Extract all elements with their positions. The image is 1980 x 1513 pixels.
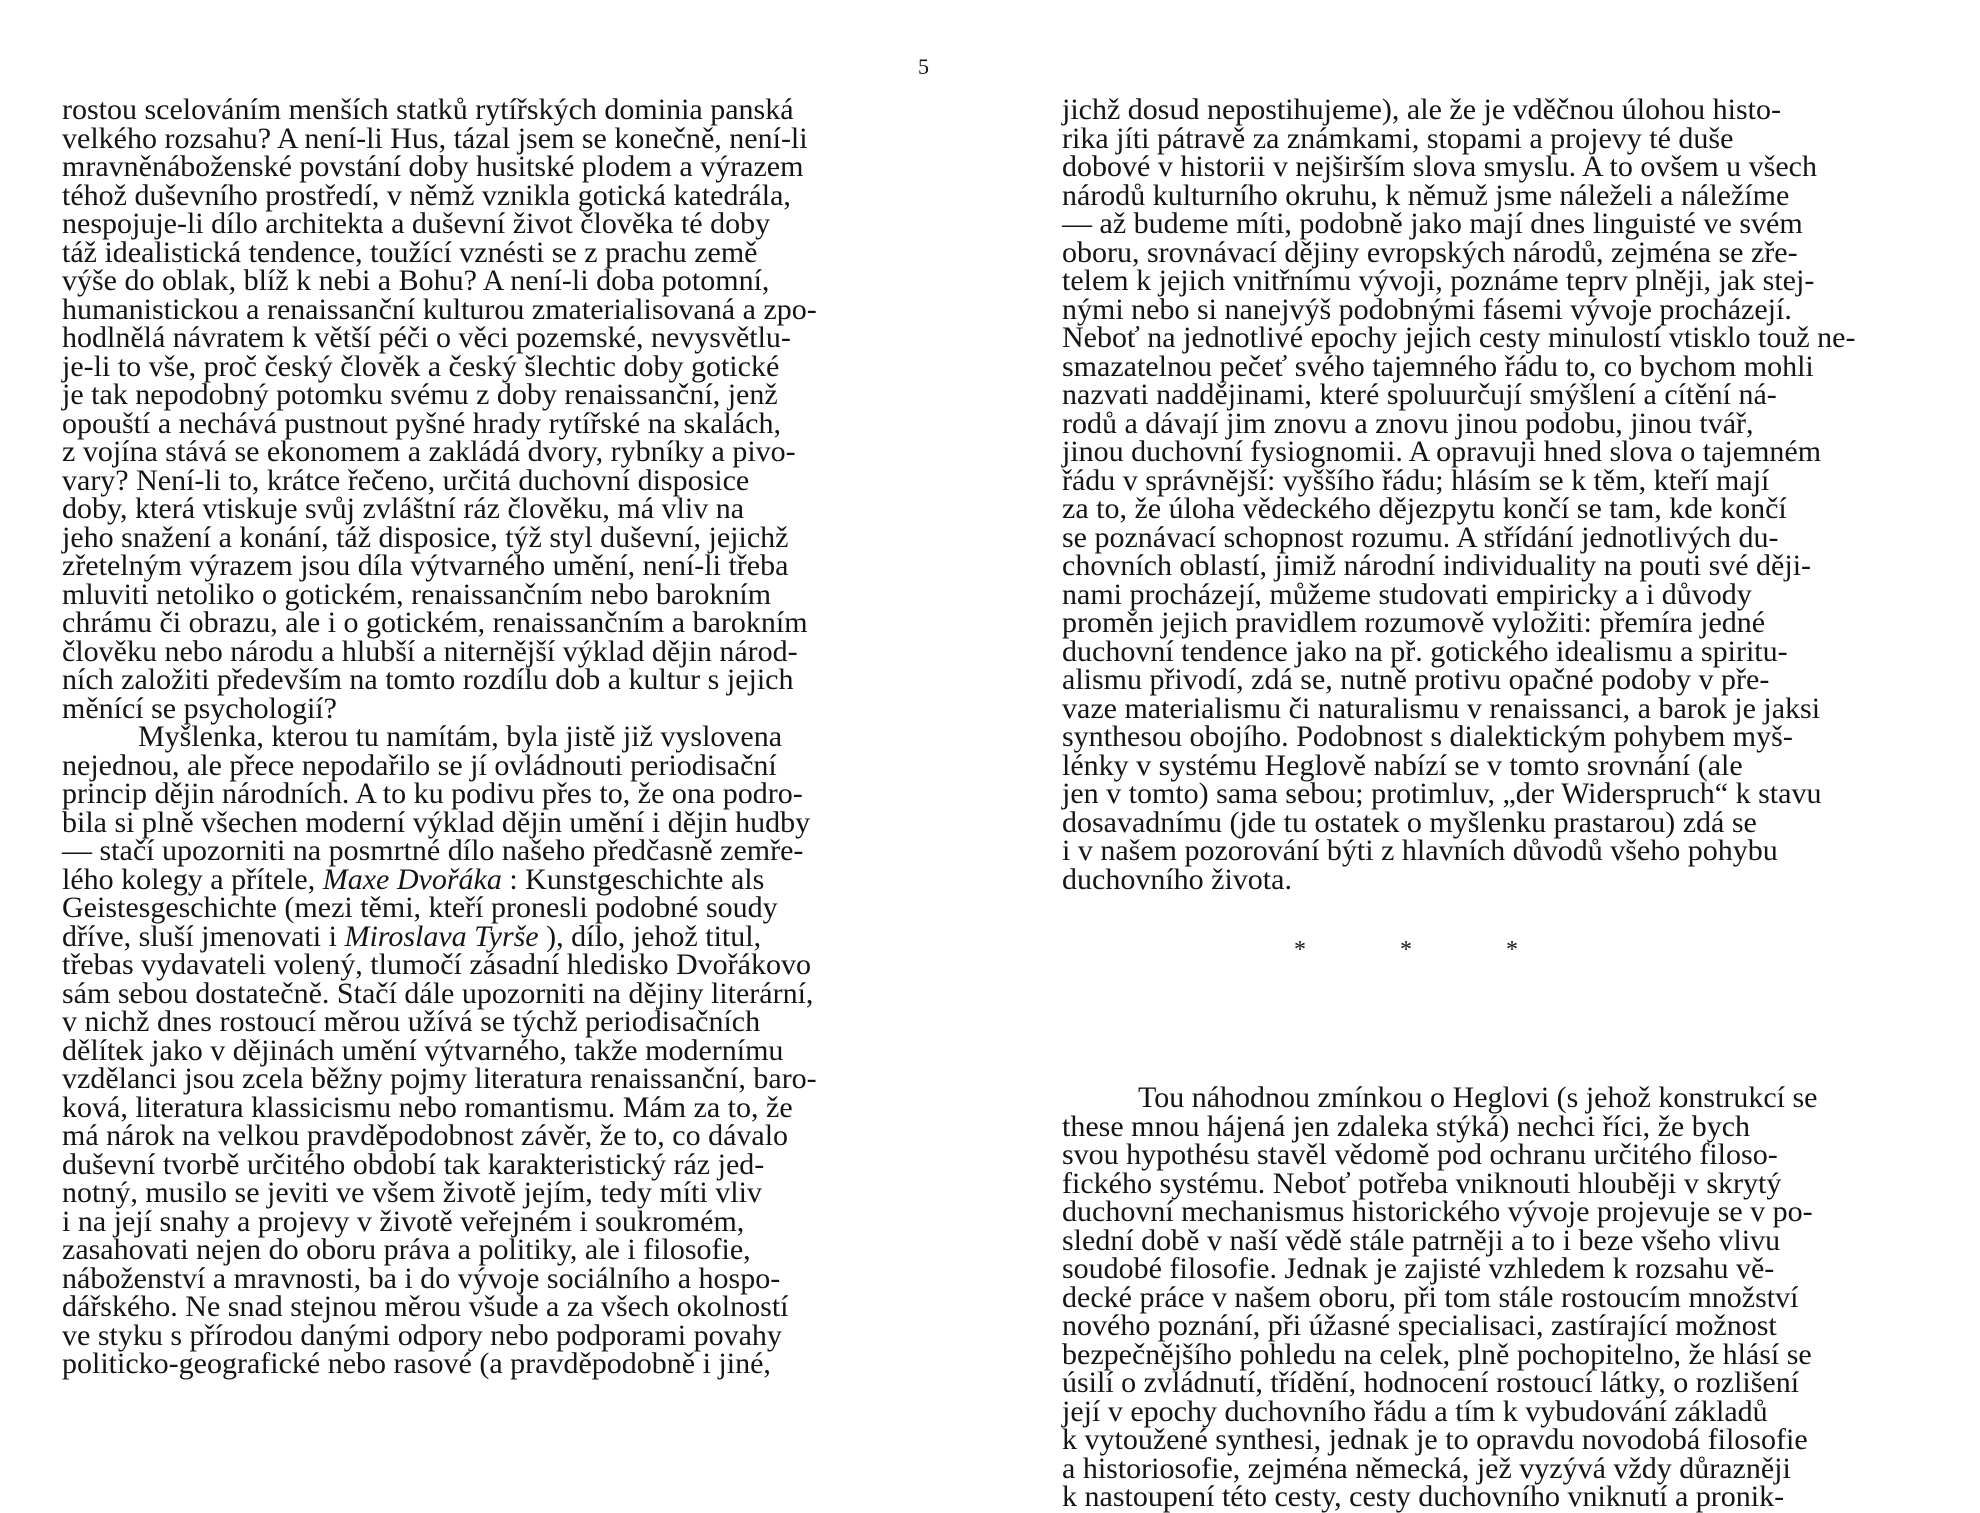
- right-line-24: lénky v systému Heglově nabízí se v tomto srovnání (ale: [1062, 748, 1743, 782]
- left-line-11: je tak nepodobný potomku svému z doby renaissanční, jenž: [62, 378, 778, 411]
- right-line-25: jen v tomto) sama sebou; protimluv, „der Widerspruch“ k stavu: [1062, 777, 1822, 810]
- left-line-30: [62, 919, 932, 953]
- left-line-30-part-2: ), dílo, jehož titul,: [546, 919, 762, 953]
- left-line-16: jeho snažení a konání, táž disposice, týž styl duševní, jejichž: [62, 520, 789, 554]
- left-line-20: člověku nebo národu a hlubší a niternější výklad dějin národ-: [62, 634, 798, 668]
- ornament-star-1: *: [1294, 937, 1306, 963]
- right-line-33: duchovní mechanismus historického vývoje projevuje se v po-: [1062, 1195, 1813, 1228]
- right-page-text-bottom: [1062, 1081, 1912, 1513]
- left-line-23: Myšlenka, kterou tu namítám, byla jistě již vyslovena: [138, 720, 783, 753]
- left-line-44: ve styku s přírodou danými odpory nebo podporami povahy: [62, 1318, 782, 1352]
- left-line-22: měnící se psychologií?: [62, 691, 337, 725]
- right-line-18: nami procházejí, můžeme studovati empiricky a i důvody: [1062, 577, 1752, 611]
- left-line-4: téhož duševního prostředí, v němž vznikla gotická katedrála,: [62, 178, 791, 212]
- left-line-12: opouští a nechává pustnout pyšné hrady rytířské na skalách,: [62, 406, 781, 440]
- left-line-21: ních založiti především na tomto rozdílu dob a kultur s jejich: [62, 663, 794, 696]
- left-line-14: vary? Není-li to, krátce řečeno, určitá duchovní disposice: [62, 463, 750, 497]
- right-line-9: Neboť na jednotlivé epochy jejich cesty minulostí vtisklo touž ne-: [1062, 321, 1856, 354]
- right-line-4: národů kulturního okruhu, k němuž jsme náleželi a náležíme: [1062, 178, 1790, 212]
- left-line-18: mluviti netoliko o gotickém, renaissančním nebo barokním: [62, 577, 772, 611]
- ornament-star-2: *: [1400, 937, 1412, 963]
- left-line-28-part-1: lého kolegy a přítele,: [62, 862, 316, 896]
- right-line-41: k vytoužené synthesi, jednak je to opravdu novodobá filosofie: [1062, 1423, 1808, 1456]
- right-line-6: oboru, srovnávací dějiny evropských národů, zejména se zře-: [1062, 235, 1798, 269]
- left-line-37: má nárok na velkou pravděpodobnost závěr, že to, co dávalo: [62, 1119, 789, 1152]
- left-line-33: v nichž dnes rostoucí měrou užívá se týchž periodisačních: [62, 1005, 761, 1038]
- right-line-10: smazatelnou pečeť svého tajemného řádu to, co bychom mohli: [1062, 349, 1814, 383]
- page-number: 5: [918, 54, 929, 79]
- right-line-8: nými nebo si nanejvýš podobnými fásemi vývoje procházejí.: [1062, 292, 1792, 326]
- left-line-31: třebas vydavateli volený, tlumočí zásadní hledisko Dvořákovo: [62, 948, 811, 981]
- section-ornament: [1294, 938, 1518, 962]
- right-line-19: proměn jejich pravidlem rozumově vyložiti: přemíra jedné: [1062, 606, 1766, 639]
- right-line-42: a historiosofie, zejména německá, jež vyzývá vždy důrazněji: [1062, 1451, 1791, 1485]
- right-line-1: jichž dosud nepostihujeme), ale že je vděčnou úlohou histo-: [1062, 93, 1781, 126]
- right-line-20: duchovní tendence jako na př. gotického idealismu a spiritu-: [1062, 634, 1788, 668]
- right-line-2: rika jíti pátravě za známkami, stopami a projevy té duše: [1062, 121, 1734, 155]
- left-line-34: dělítek jako v dějinách umění výtvarného, takže modernímu: [62, 1033, 784, 1067]
- left-page: [0, 0, 990, 1500]
- right-page-text-top: [1062, 93, 1912, 896]
- right-line-30: these mnou hájená jen zdaleka stýká) nechci říci, že bych: [1062, 1109, 1751, 1143]
- right-line-32: fického systému. Neboť potřeba vniknouti hlouběji v skrytý: [1062, 1166, 1782, 1200]
- left-line-27: — stačí upozorniti na posmrtné dílo našeho předčasně zemře-: [62, 834, 804, 867]
- right-line-26: dosavadnímu (jde tu ostatek o myšlenku prastarou) zdá se: [1062, 805, 1757, 839]
- left-line-41: zasahovati nejen do oboru práva a politiky, ale i filosofie,: [62, 1233, 751, 1266]
- left-line-15: doby, která vtiskuje svůj zvláštní ráz člověku, má vliv na: [62, 492, 745, 525]
- left-line-45: politicko-geografické nebo rasové (a pravděpodobně i jiné,: [62, 1347, 771, 1380]
- right-line-21: alismu přivodí, zdá se, nutně protivu opačné podoby v pře-: [1062, 663, 1770, 696]
- left-line-25: princip dějin národních. A to ku podivu přes to, že ona podro-: [62, 777, 803, 810]
- left-line-39: notný, musilo se jeviti ve všem životě jejím, tedy míti vliv: [62, 1176, 762, 1209]
- right-line-12: rodů a dávají jim znovu a znovu jinou podobu, jinou tvář,: [1062, 406, 1754, 440]
- right-line-31: svou hypothésu stavěl vědomě pod ochranu určitého filoso-: [1062, 1138, 1778, 1171]
- right-line-36: decké práce v našem oboru, při tom stále rostoucím množství: [1062, 1280, 1799, 1314]
- right-line-3: dobové v historii v nejširším slova smyslu. A to ovšem u všech: [1062, 150, 1817, 183]
- right-line-13: jinou duchovní fysiognomii. A opravuji hned slova o tajemném: [1062, 435, 1822, 468]
- left-line-1: rostou scelováním menších statků rytířských dominia panská: [62, 93, 794, 126]
- right-line-28: duchovního života.: [1062, 862, 1292, 896]
- right-line-5: — až budeme míti, podobně jako mají dnes linguisté ve svém: [1062, 207, 1803, 240]
- left-line-28-part-2: : Kunstgeschichte als: [509, 862, 765, 896]
- left-line-13: z vojína stává se ekonomem a zakládá dvory, rybníky a pivo-: [62, 435, 796, 468]
- right-line-14: řádu v správnější: vyššího řádu; hlásím se k těm, kteří mají: [1062, 463, 1770, 497]
- right-line-15: za to, že úloha vědeckého dějezpytu končí se tam, kde končí: [1062, 492, 1787, 525]
- right-line-40: její v epochy duchovního řádu a tím k vybudování základů: [1062, 1394, 1768, 1428]
- right-line-16: se poznávací schopnost rozumu. A střídání jednotlivých du-: [1062, 520, 1779, 554]
- left-line-7: výše do oblak, blíž k nebi a Bohu? A není-li doba potomní,: [62, 264, 770, 297]
- left-line-3: mravněnáboženské povstání doby husitské plodem a výrazem: [62, 150, 804, 183]
- right-line-7: telem k jejich vnitřnímu vývoji, poznáme teprv plněji, jak stej-: [1062, 264, 1815, 297]
- right-line-22: vaze materialismu či naturalismu v renaissanci, a barok je jaksi: [1062, 691, 1821, 725]
- right-line-39: úsilí o zvládnutí, třídění, hodnocení rostoucí látky, o rozlišení: [1062, 1366, 1800, 1399]
- right-line-37: nového poznání, při úžasné specialisaci, zastírající možnost: [1062, 1309, 1777, 1342]
- right-line-29: Tou náhodnou zmínkou o Heglovi (s jehož konstrukcí se: [1138, 1081, 1818, 1114]
- right-line-11: nazvati naddějinami, které spoluurčují smýšlení a cítění ná-: [1062, 378, 1777, 411]
- left-line-26: bila si plně všechen moderní výklad dějin umění i dějin hudby: [62, 805, 811, 839]
- left-line-5: nespojuje-li dílo architekta a duševní život člověka té doby: [62, 207, 771, 240]
- left-line-8: humanistickou a renaissanční kulturou zmaterialisovaná a zpo-: [62, 292, 817, 326]
- left-line-43: dářského. Ne snad stejnou měrou všude a za všech okolností: [62, 1290, 789, 1323]
- left-page-text: [62, 93, 932, 1380]
- left-line-36: ková, literatura klassicismu nebo romantismu. Mám za to, že: [62, 1090, 793, 1124]
- left-line-28: [62, 862, 932, 896]
- left-line-38: duševní tvorbě určitého období tak karakteristický ráz jed-: [62, 1147, 765, 1181]
- right-page: [990, 0, 1980, 1513]
- right-line-43: k nastoupení této cesty, cesty duchovního vniknutí a pronik-: [1062, 1480, 1785, 1513]
- left-line-24: nejednou, ale přece nepodařilo se jí ovládnouti periodisační: [62, 748, 777, 782]
- author-name-tyrs: Miroslava Tyrše: [344, 919, 539, 953]
- ornament-star-3: *: [1506, 937, 1518, 963]
- left-line-6: táž idealistická tendence, toužící vznésti se z prachu země: [62, 235, 758, 269]
- left-line-29: Geistesgeschichte (mezi těmi, kteří pronesli podobné soudy: [62, 891, 778, 924]
- left-line-19: chrámu či obrazu, ale i o gotickém, renaissančním a barokním: [62, 606, 808, 639]
- right-line-34: slední době v naší vědě stále patrněji a to i beze všeho vlivu: [1062, 1223, 1781, 1257]
- left-line-35: vzdělanci jsou zcela běžny pojmy literatura renaissanční, baro-: [62, 1062, 817, 1095]
- left-line-30-part-1: dříve, sluší jmenovati i: [62, 919, 337, 953]
- left-line-32: sám sebou dostatečně. Stačí dále upozorniti na dějiny literární,: [62, 976, 814, 1010]
- left-line-42: náboženství a mravnosti, ba i do vývoje sociálního a hospo-: [62, 1261, 781, 1295]
- left-line-17: zřetelným výrazem jsou díla výtvarného umění, není-li třeba: [62, 549, 789, 582]
- left-line-9: hodlnělá návratem k větší péči o věci pozemské, nevysvětlu-: [62, 321, 791, 354]
- right-line-17: chovních oblastí, jimiž národní individuality na pouti své ději-: [1062, 549, 1812, 582]
- right-line-38: bezpečnějšího pohledu na celek, plně pochopitelno, že hlásí se: [1062, 1337, 1812, 1371]
- right-line-23: synthesou obojího. Podobnost s dialektickým pohybem myš-: [1062, 720, 1793, 753]
- author-name-dvorak: Maxe Dvořáka: [322, 862, 502, 896]
- left-line-40: i na její snahy a projevy v životě veřejném i soukromém,: [62, 1204, 745, 1238]
- left-line-2: velkého rozsahu? A není-li Hus, tázal jsem se konečně, není-li: [62, 121, 808, 155]
- right-line-35: soudobé filosofie. Jednak je zajisté vzhledem k rozsahu vě-: [1062, 1252, 1775, 1285]
- left-line-10: je-li to vše, proč český člověk a český šlechtic doby gotické: [62, 349, 780, 383]
- right-line-27: i v našem pozorování býti z hlavních důvodů všeho pohybu: [1062, 834, 1778, 867]
